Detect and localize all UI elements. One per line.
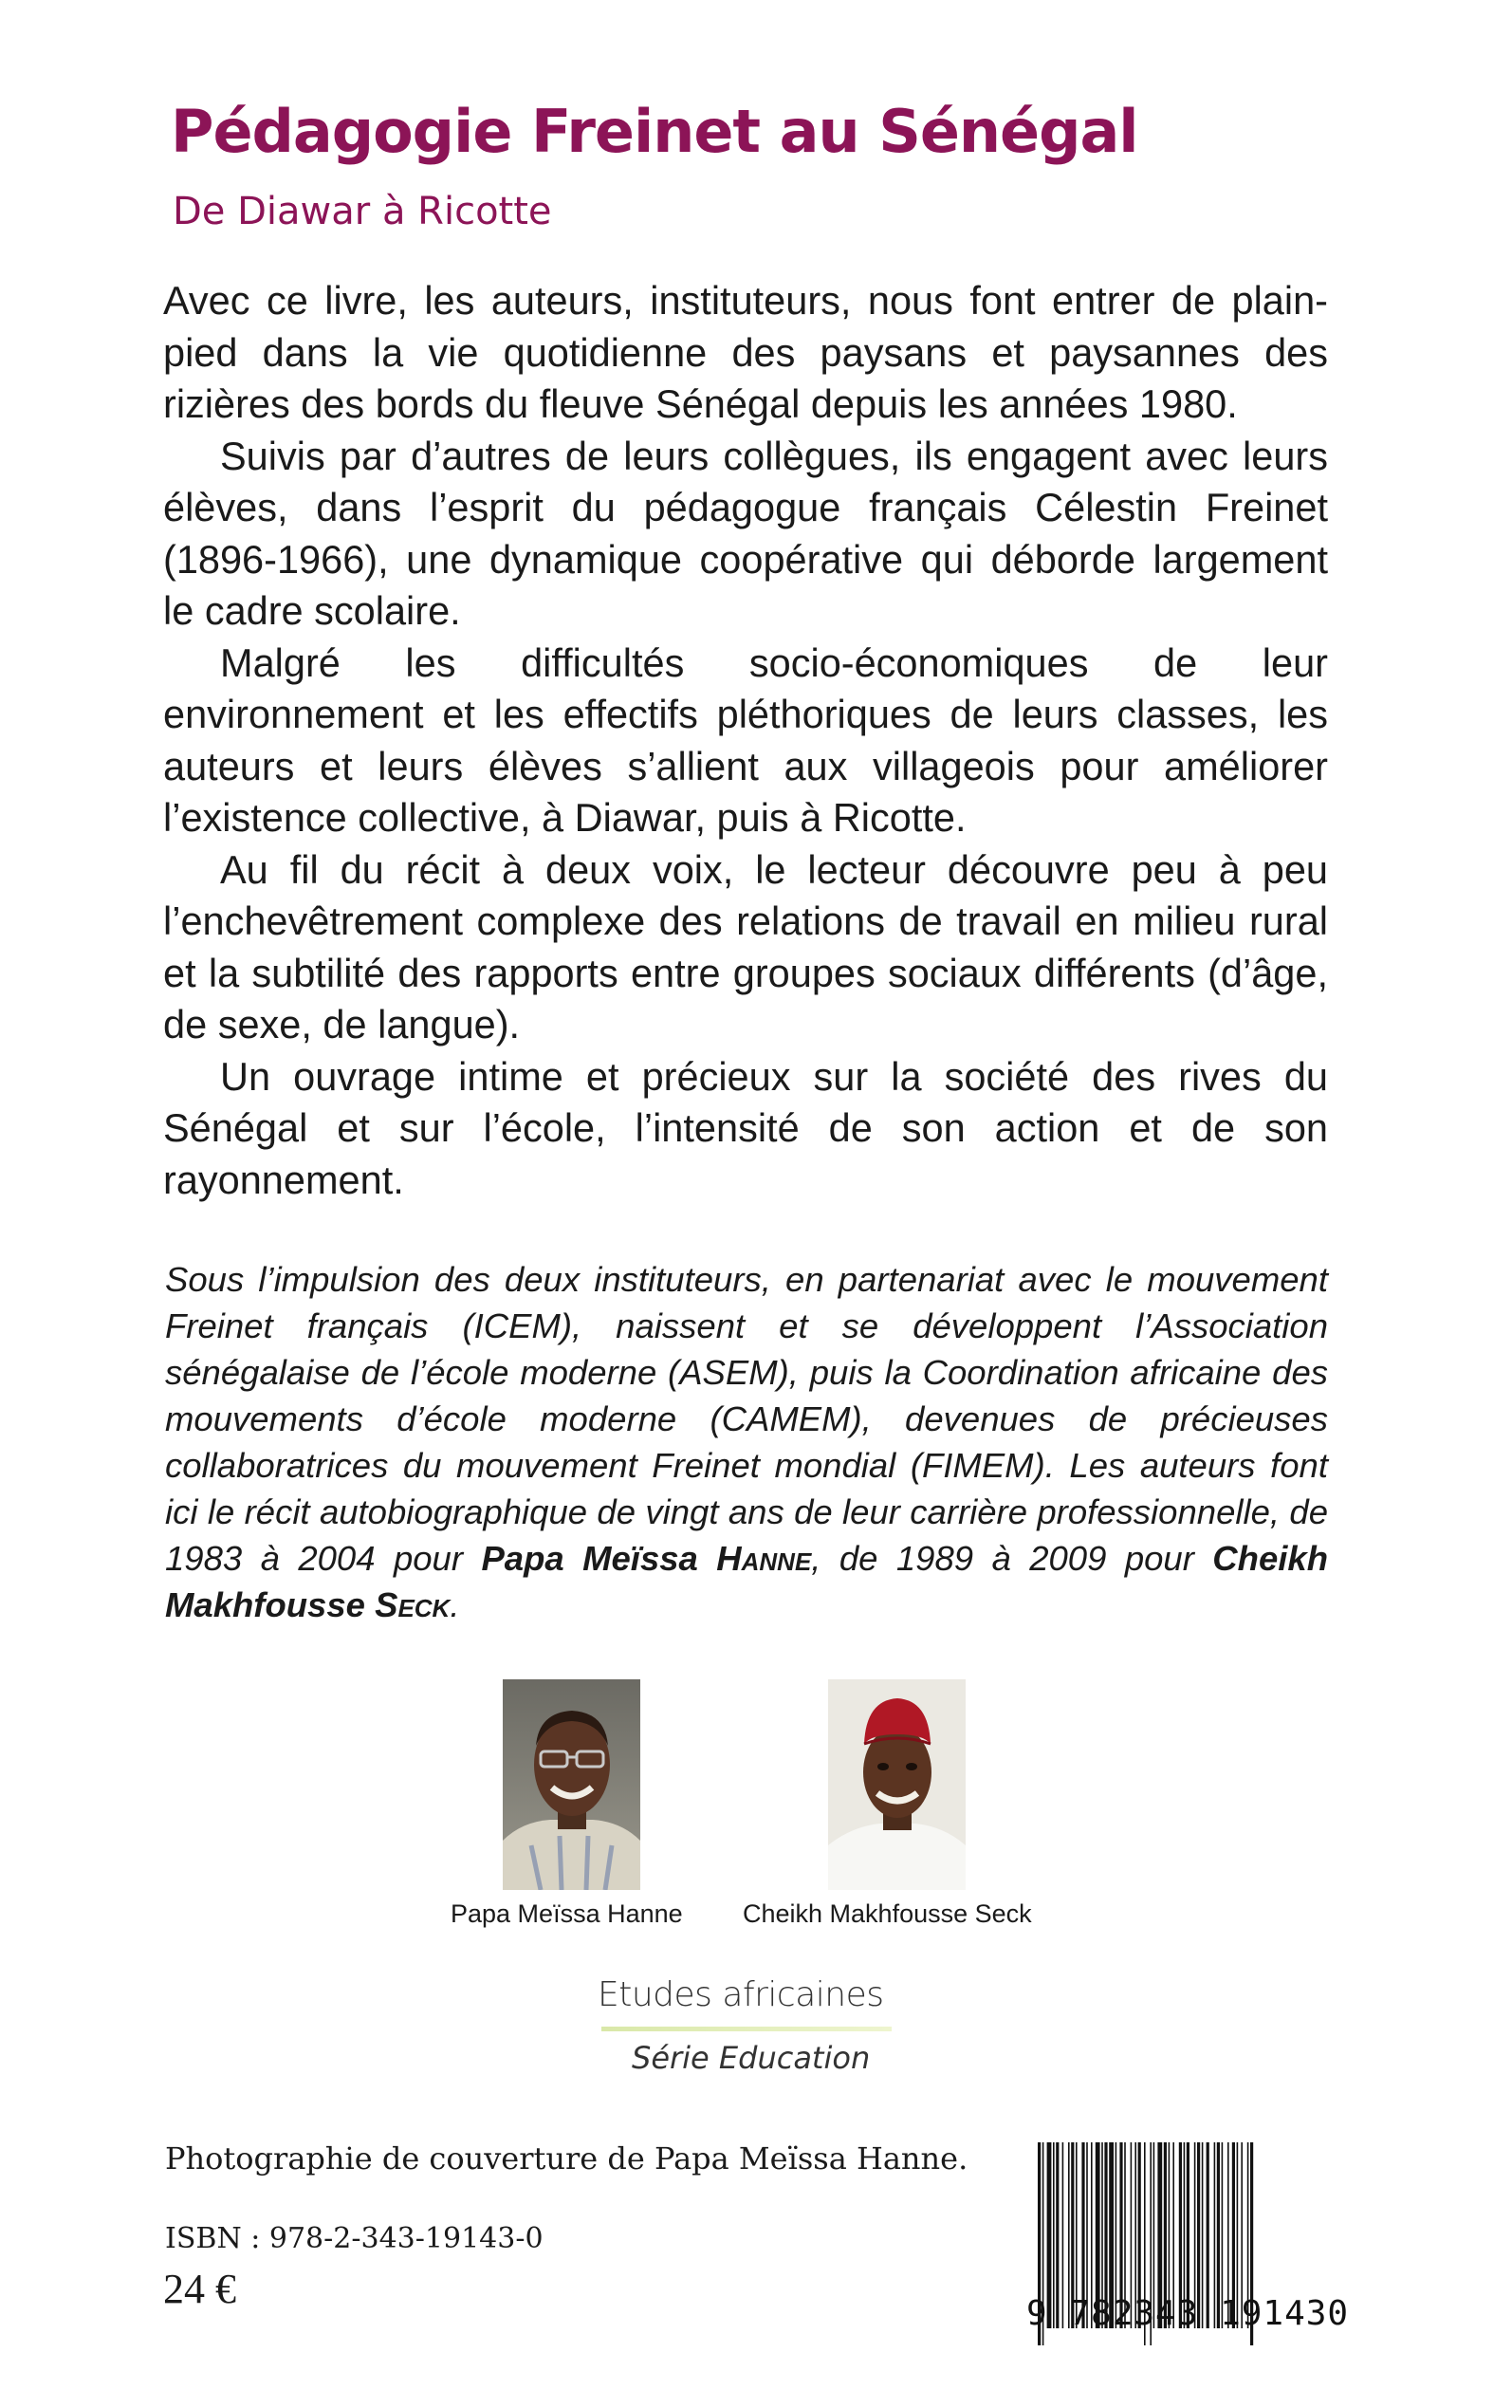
author2-caption: Cheikh Makhfousse Seck	[743, 1899, 1032, 1928]
author2-name: Cheikh Makhfousse Seck	[165, 1539, 1328, 1624]
blurb	[163, 275, 1328, 1206]
blurb-paragraph: Au fil du récit à deux voix, le lecteur découvre peu à peu l’enchevêtrement complexe des relations de travail en milieu rural et la subtilité des rapports entre groupes sociaux différents (d’âge, de sexe, de langue).	[163, 846, 1328, 1047]
author1-name: Papa Meïssa Hanne	[481, 1539, 812, 1578]
series-name: Etudes africaines	[598, 1975, 884, 2014]
author1-photo	[503, 1679, 640, 1890]
book-title: Pédagogie Freinet au Sénégal	[171, 97, 1138, 166]
series-divider	[601, 2027, 892, 2031]
blurb-paragraph: Malgré les difficultés socio-économiques de leur environnement et les effectifs pléthoriques de leurs classes, les auteurs et leurs élèves s’allient aux villageois pour améliorer l’existence collective, à Diawar, puis à Ricotte.	[163, 639, 1328, 840]
isbn: ISBN : 978-2-343-19143-0	[165, 2222, 544, 2255]
series-subtitle: Série Education	[632, 2040, 871, 2076]
blurb-paragraph: Un ouvrage intime et précieux sur la société des rives du Sénégal et sur l’école, l’intensité de son action et de son rayonnement.	[163, 1053, 1328, 1202]
author1-caption: Papa Meïssa Hanne	[451, 1899, 683, 1928]
photo-credit: Photographie de couverture de Papa Meïssa Hanne.	[165, 2140, 968, 2176]
blurb-paragraph: Avec ce livre, les auteurs, instituteurs, nous font entrer de plain-pied dans la vie quotidienne des paysans et paysannes des rizières des bords du fleuve Sénégal depuis les années 1980.	[163, 278, 1328, 426]
barcode-digits: 9 782343 191430	[1026, 2294, 1350, 2333]
authors-note-text: Sous l’impulsion des deux instituteurs, en partenariat avec le mouvement Freinet français (ICEM), naissent et se développent l’Association sénégalaise de l’école moderne (ASEM), puis la Coordination africaine des mouvements d’école moderne (CAMEM), devenues de précieuses collaboratrices du mouvement Freinet mondial (FIMEM). Les auteurs font ici le récit autobiographique de vingt ans de leur carrière professionnelle, de 1983 à 2004 pour	[165, 1260, 1328, 1578]
blurb-paragraph: Suivis par d’autres de leurs collègues, ils engagent avec leurs élèves, dans l’esprit du pédagogue français Célestin Freinet (1896-1966), une dynamique coopérative qui déborde largement le cadre scolaire.	[163, 433, 1328, 633]
price: 24 €	[163, 2266, 236, 2312]
authors-note: Sous l’impulsion des deux instituteurs, en partenariat avec le mouvement Freinet français (ICEM), naissent et se développent l’Association sénégalaise de l’école moderne (ASEM), puis la Coordination africaine des mouvements d’école moderne (CAMEM), devenues de précieuses collaboratrices du mouvement Freinet mondial (FIMEM). Les auteurs font ici le récit autobiographique de vingt ans de leur carrière professionnelle, de 1983 à 2004 pour Papa Meïssa Hanne, de 1989 à 2009 pour Cheikh Makhfousse Seck.	[165, 1260, 1328, 1624]
author2-photo	[828, 1679, 966, 1890]
book-subtitle: De Diawar à Ricotte	[173, 190, 552, 233]
